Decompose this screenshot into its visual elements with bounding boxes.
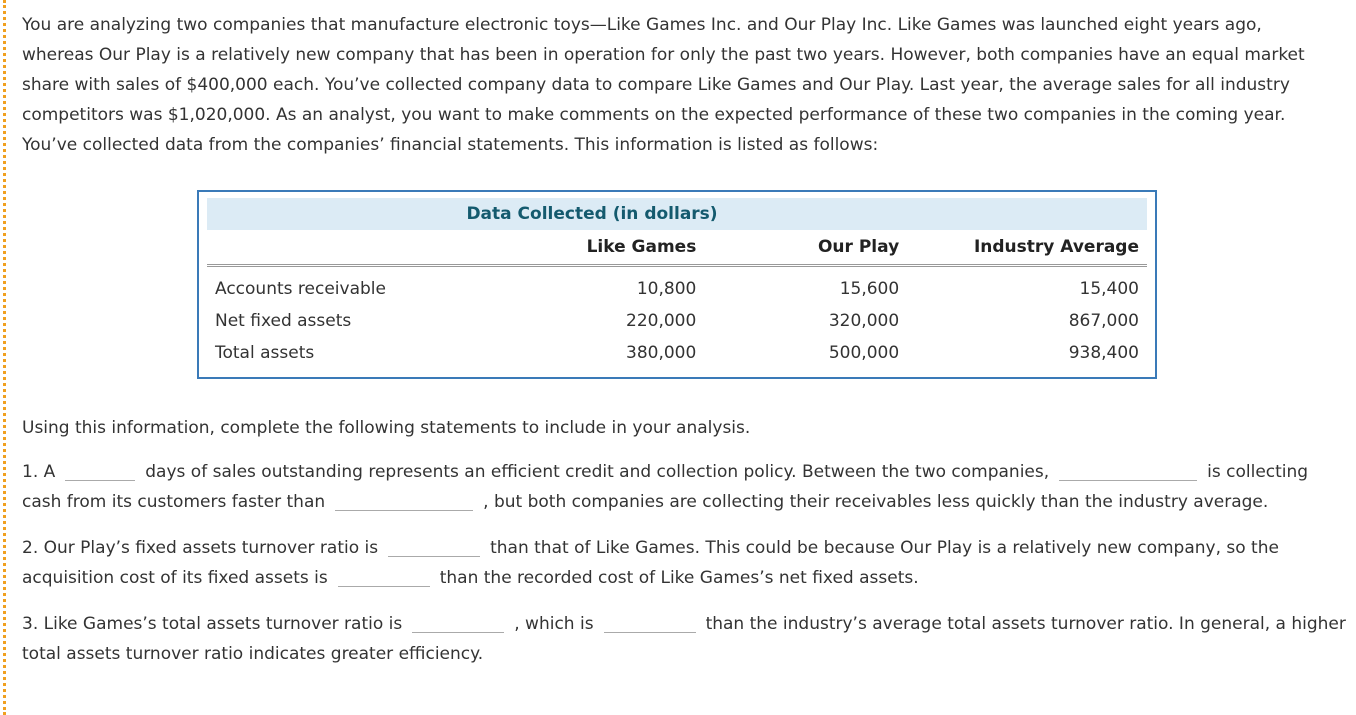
question-3 bbox=[22, 609, 1348, 669]
table-row bbox=[207, 266, 1147, 306]
question-2 bbox=[22, 533, 1348, 593]
cell-our-play: 15,600 bbox=[839, 279, 900, 299]
q1-blank-3-dropdown[interactable] bbox=[335, 492, 473, 511]
q3-text-c: than the industry’s average total assets turnover ratio. In general, a higher total assets turnover ratio indicates greater efficiency. bbox=[22, 614, 1346, 664]
cell-like-games: 10,800 bbox=[636, 279, 697, 299]
question-1 bbox=[22, 457, 1348, 517]
q1-text-c: is collecting cash from its customers faster than bbox=[22, 462, 1309, 512]
cell-our-play: 500,000 bbox=[828, 343, 900, 363]
table-caption-row bbox=[207, 198, 1147, 230]
header-industry-average: Industry Average bbox=[907, 230, 1147, 266]
cell-our-play: 320,000 bbox=[828, 311, 900, 331]
row-label: Net fixed assets bbox=[215, 311, 352, 331]
intro-paragraph: You are analyzing two companies that manufacture electronic toys—Like Games Inc. and Our Play Inc. Like Games was launched eight years ago, whereas Our Play is a relatively new company that has been in operation for only the past two years. However, both companies have an equal market share with sales of $400,000 each. You’ve collected company data to compare Like Games and Our Play. Last year, the average sales for all industry competitors was $1,020,000. As an analyst, you want to make comments on the expected performance of these two companies in the coming year. You’ve collected data from the companies’ financial statements. This information is listed as follows: bbox=[22, 15, 1305, 155]
cell-industry: 938,400 bbox=[1068, 343, 1139, 363]
cell-industry: 15,400 bbox=[1079, 279, 1139, 299]
table-header-row bbox=[207, 230, 1147, 266]
row-label: Total assets bbox=[215, 343, 315, 363]
table-row bbox=[207, 305, 1147, 337]
q3-blank-1-dropdown[interactable] bbox=[412, 614, 504, 633]
q1-text-a: 1. A bbox=[22, 462, 56, 482]
q3-blank-2-dropdown[interactable] bbox=[604, 614, 696, 633]
data-table bbox=[207, 198, 1147, 369]
q3-text-b: , which is bbox=[514, 614, 594, 634]
table-caption-text: Data Collected (in dollars) bbox=[466, 204, 718, 224]
question-body bbox=[22, 10, 1348, 669]
q3-text-a: 3. Like Games’s total assets turnover ratio is bbox=[22, 614, 403, 634]
row-label: Accounts receivable bbox=[215, 279, 386, 299]
q2-blank-2-dropdown[interactable] bbox=[338, 568, 430, 587]
header-label bbox=[207, 230, 466, 266]
q1-blank-1-dropdown[interactable] bbox=[65, 462, 135, 481]
header-like-games: Like Games bbox=[466, 230, 705, 266]
table-caption bbox=[207, 198, 1147, 230]
q2-blank-1-dropdown[interactable] bbox=[388, 538, 480, 557]
q1-blank-2-dropdown[interactable] bbox=[1059, 462, 1197, 481]
cell-like-games: 380,000 bbox=[626, 343, 697, 363]
q2-text-b: than that of Like Games. This could be because Our Play is a relatively new company, so the acquisition cost of its fixed assets is bbox=[22, 538, 1279, 588]
q2-text-c: than the recorded cost of Like Games’s net fixed assets. bbox=[439, 568, 919, 588]
cell-like-games: 220,000 bbox=[626, 311, 697, 331]
left-dotted-rule bbox=[3, 0, 6, 715]
data-table-frame bbox=[197, 190, 1157, 379]
cell-industry: 867,000 bbox=[1068, 311, 1139, 331]
header-our-play: Our Play bbox=[704, 230, 907, 266]
instructions-text: Using this information, complete the following statements to include in your analysis. bbox=[22, 418, 751, 438]
q1-text-b: days of sales outstanding represents an efficient credit and collection policy. Between the two companies, bbox=[145, 462, 1050, 482]
q1-text-d: , but both companies are collecting their receivables less quickly than the industry average. bbox=[483, 492, 1269, 512]
table-row bbox=[207, 337, 1147, 369]
q2-text-a: 2. Our Play’s fixed assets turnover ratio is bbox=[22, 538, 379, 558]
